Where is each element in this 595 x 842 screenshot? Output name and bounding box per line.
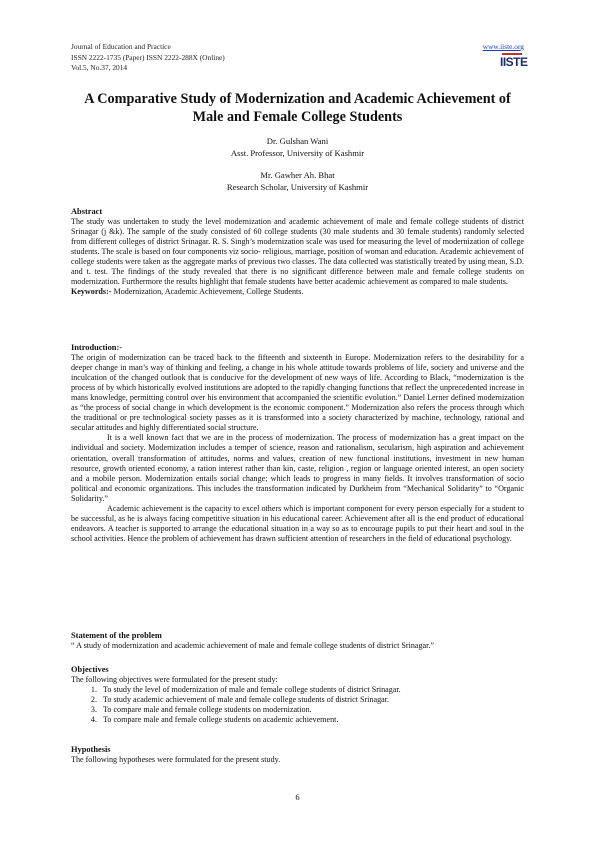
page-number: 6	[295, 792, 300, 802]
problem-heading: Statement of the problem	[71, 631, 162, 640]
introduction-heading: Introduction:-	[71, 343, 123, 352]
introduction-paragraph: Academic achievement is the capacity to excel others which is important component for every person especially for a student to be successful, as he is always facing competitive situation in his educational career. Achievement after all is the end product of educational endeavors. A teacher is supported to arrange the educational situation in a way so as to encourage pupils to put their heart and soul in the school activities. Hence the problem of achievement has drawn sufficient attention of researchers in the field of educational psychology.	[71, 503, 524, 543]
hypothesis-section	[71, 745, 524, 765]
keywords-line	[71, 287, 524, 297]
introduction-paragraph: The origin of modernization can be traced back to the fifteenth and sixteenth in Europe. Modernization refers to the desirability for a deeper change in man’s way of thinking and feeling, a change in his whole attitude towards problems of life, society and universe and the inculcation of the changed outlook that is conducive for the development of new ways of life. According to Black, “modernization is the process of by which historically evolved institutions are adopted to the rapidly changing functions that reflect the unprecedented increase in mans knowledge, permitting control over his environment that accompanied the scientific evolution.” Daniel Lerner defined modernization as “the process of social change in which development is the economic component.” Modernization also refers the process through which the traditional or pre technological society passes as it is transformed into a society characterized by machine, technology, rational and secular attitudes and highly differentiated social structure.	[71, 353, 524, 433]
author-affiliation: Research Scholar, University of Kashmir	[226, 181, 369, 192]
introduction-section	[71, 343, 524, 544]
hypothesis-intro: The following hypotheses were formulated for the present study.	[71, 755, 281, 765]
paper-title: A Comparative Study of Modernization and Academic Achievement of Male and Female College Students	[84, 91, 511, 125]
objectives-heading: Objectives	[71, 665, 109, 674]
objective-item: 2. To study academic achievement of male and female college students of district Srinagar.	[99, 695, 524, 705]
objectives-list	[71, 685, 524, 725]
problem-text: “ A study of modernization and academic achievement of male and female college students of district Srinagar.”	[71, 641, 434, 651]
problem-section	[71, 631, 524, 651]
journal-name: Journal of Education and Practice	[71, 42, 171, 51]
author-block-1	[71, 136, 524, 159]
introduction-paragraph: It is a well known fact that we are in the process of modernization. The process of modernization has a great impact on the individual and society. Modernization includes a temper of science, reason and rationalism, secularism, high aspiration and achievement orientation, overall transformation of attitudes, norms and values, creation of new functional institutions, investment in new human resource, growth oriented economy, a ration interest rather than kin, caste, religion , region or language oriented interest, an open society and a mobile person. Modernization entails social change; which leads to progress in many fields. It involves transformation of socio political and economic organizations. This includes the transformation indicated by Durkheim from “Mechanical Solidarity” to “Organic Solidarity.”	[71, 433, 524, 503]
author-name: Dr. Gulshan Wani	[266, 136, 329, 146]
objectives-intro: The following objectives were formulated for the present study:	[71, 675, 278, 685]
objective-item: 4. To compare male and female college students on academic achievement.	[99, 715, 524, 725]
abstract-text: The study was undertaken to study the level modernization and academic achievement of male and female college students of district Srinagar (j &k). The sample of the study consisted of 60 college students (30 male students and 30 female students) randomly selected from different colleges of district Srinagar. R. S. Singh’s modernization scale was used for measuring the level of modernization of college students. The scale is based on four components viz socio- religious, marriage, position of woman and education. Academic achievement of college students were taken as the aggregate marks of previous two classes. The data collected was statistically treated by using mean, S.D. and t. test. The findings of the study revealed that there is no significant difference between male and female college students on modernization. Furthermore the results highlight that female students have better academic achievement as compared to male students.	[71, 217, 524, 287]
iiste-logo	[500, 53, 528, 69]
objective-item: 3. To compare male and female college students on modernization.	[99, 705, 524, 715]
keywords-text: Modernization, Academic Achievement, College Students.	[111, 287, 304, 297]
author-affiliation: Asst. Professor, University of Kashmir	[230, 147, 365, 158]
abstract-section	[71, 207, 524, 297]
author-block-2	[71, 170, 524, 193]
objective-item: 1. To study the level of modernization of male and female college students of district Srinagar.	[99, 685, 524, 695]
journal-issn: ISSN 2222-1735 (Paper) ISSN 2222-288X (Online)	[71, 52, 225, 62]
objectives-section	[71, 665, 524, 725]
keywords-label: Keywords:-	[71, 287, 112, 297]
logo-text: IISTE	[500, 55, 528, 69]
hypothesis-heading: Hypothesis	[71, 745, 111, 754]
abstract-heading: Abstract	[71, 207, 103, 216]
journal-volume: Vol.5, No.37, 2014	[71, 63, 128, 73]
journal-website-link[interactable]: www.iiste.org	[482, 42, 524, 51]
journal-header	[71, 42, 225, 74]
author-name: Mr. Gawher Ah. Bhat	[260, 170, 335, 180]
